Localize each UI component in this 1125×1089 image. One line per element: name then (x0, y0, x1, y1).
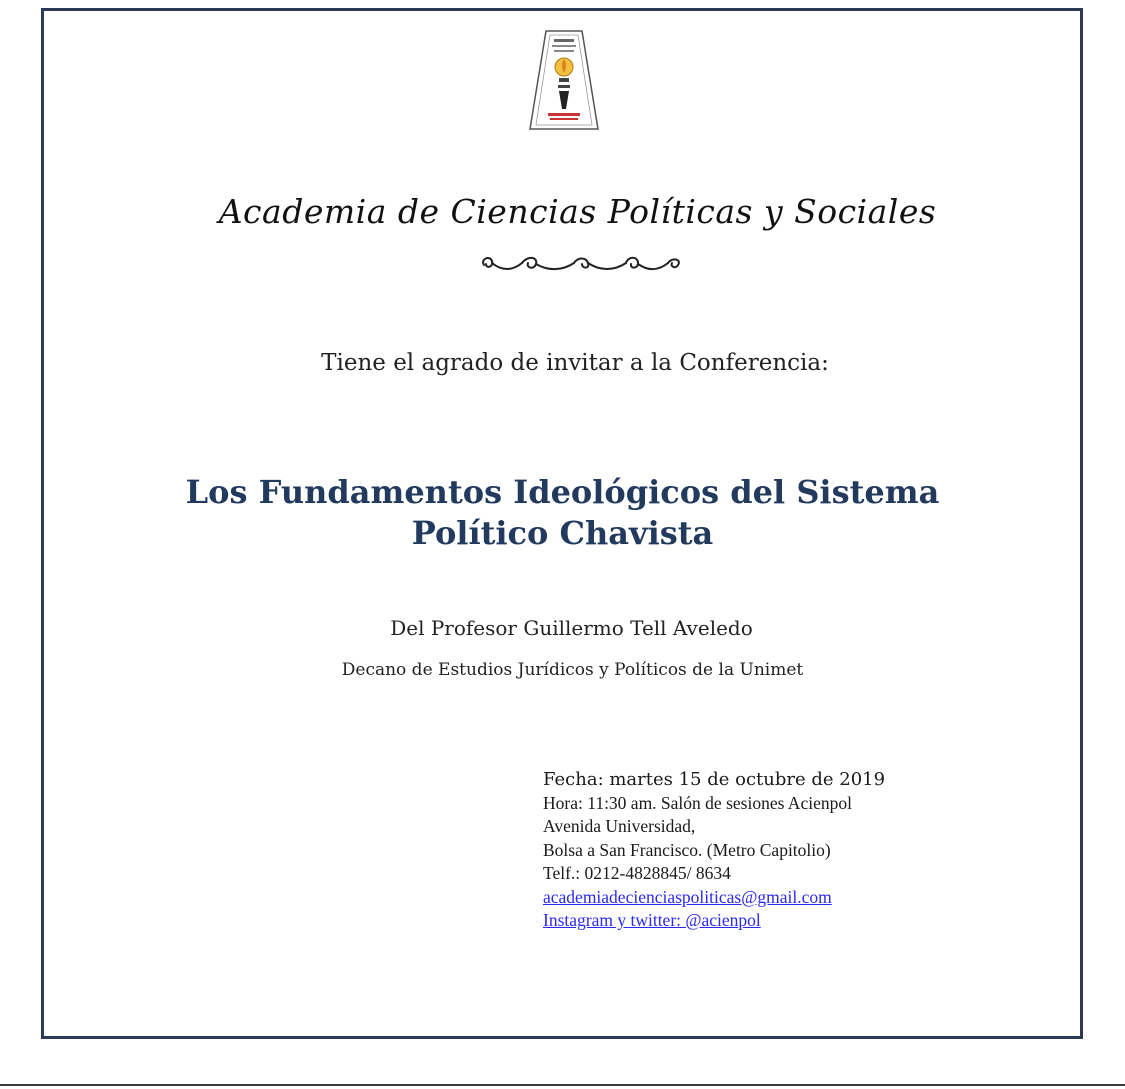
conference-title (100, 472, 1025, 554)
event-address-line2: Bolsa a San Francisco. (Metro Capitolio) (543, 839, 831, 860)
speaker-role: Decano de Estudios Jurídicos y Políticos de la Unimet (341, 660, 804, 680)
event-date: Fecha: martes 15 de octubre de 2019 (543, 769, 886, 790)
social-link[interactable]: Instagram y twitter: @acienpol (543, 910, 761, 930)
bottom-divider (0, 1084, 1125, 1086)
event-time-place: Hora: 11:30 am. Salón de sesiones Acienpol (543, 792, 852, 813)
acienpol-logo (528, 29, 600, 131)
event-address-line1: Avenida Universidad, (543, 816, 696, 836)
email-link[interactable]: academiadecienciaspoliticas@gmail.com (543, 886, 832, 907)
academy-name: Academia de Ciencias Políticas y Sociales (218, 192, 937, 231)
scroll-flourish-icon (478, 251, 684, 275)
event-phone: Telf.: 0212-4828845/ 8634 (543, 863, 731, 883)
conference-title-line1: Los Fundamentos Ideológicos del Sistema (185, 473, 940, 511)
event-details (543, 768, 885, 933)
invitation-intro: Tiene el agrado de invitar a la Conferencia: (321, 350, 829, 376)
conference-title-line2: Político Chavista (411, 514, 714, 552)
speaker-name: Del Profesor Guillermo Tell Aveledo (390, 616, 753, 640)
